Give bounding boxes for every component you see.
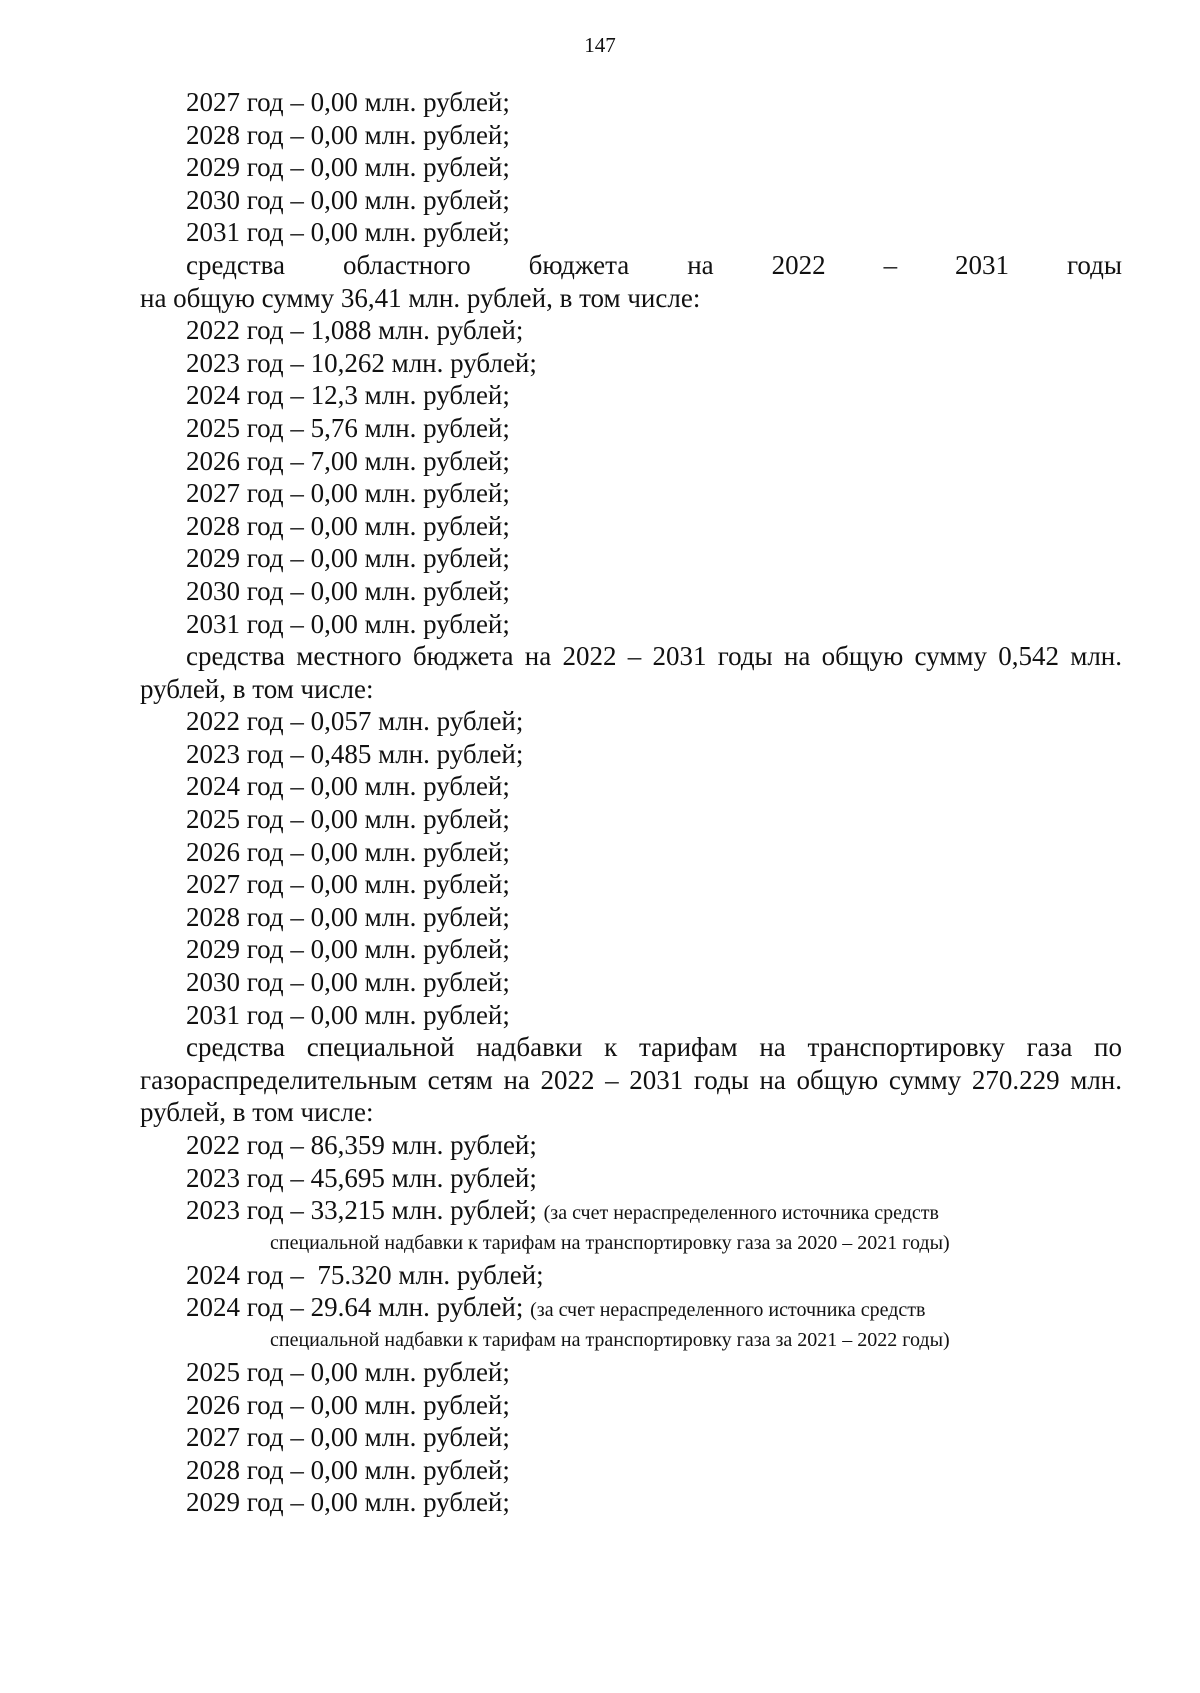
list-item: 2028 год – 0,00 млн. рублей;: [186, 901, 510, 932]
list-item: 2023 год – 10,262 млн. рублей;: [186, 347, 537, 378]
list-item: 2027 год – 0,00 млн. рублей;: [186, 478, 510, 509]
note-continuation: специальной надбавки к тарифам на транспортировку газа за 2021 – 2022 годы): [270, 1328, 950, 1351]
list-item: 2029 год – 0,00 млн. рублей;: [186, 1487, 510, 1518]
list-item: 2027 год – 0,00 млн. рублей;: [186, 1422, 510, 1453]
list-item: 2028 год – 0,00 млн. рублей;: [186, 510, 510, 541]
list-item: 2026 год – 0,00 млн. рублей;: [186, 1389, 510, 1420]
list-item: 2030 год – 0,00 млн. рублей;: [186, 967, 510, 998]
note-continuation: специальной надбавки к тарифам на транспортировку газа за 2020 – 2021 годы): [270, 1231, 950, 1254]
local-budget-section: [140, 640, 1122, 1031]
list-item: 2026 год – 0,00 млн. рублей;: [186, 836, 510, 867]
note-main: 2023 год – 33,215 млн. рублей;: [186, 1195, 537, 1226]
list-item: 2028 год – 0,00 млн. рублей;: [186, 1454, 510, 1485]
list-item: 2030 год – 0,00 млн. рублей;: [186, 575, 510, 606]
list-item: 2029 год – 0,00 млн. рублей;: [186, 934, 510, 965]
list-item: 2027 год – 0,00 млн. рублей;: [186, 87, 510, 117]
list-item: 2029 год – 0,00 млн. рублей;: [186, 152, 510, 183]
document-body: [140, 86, 1122, 1519]
list-item: 2031 год – 0,00 млн. рублей;: [186, 217, 510, 248]
regional-intro-line2: на общую сумму 36,41 млн. рублей, в том числе:: [140, 282, 701, 313]
special-intro: средства специальной надбавки к тарифам на транспортировку газа по газораспределительным сетям на 2022 – 2031 годы на общую сумму 270.229 млн. рублей, в том числе:: [140, 1032, 1122, 1128]
list-item: 2025 год – 0,00 млн. рублей;: [186, 804, 510, 835]
list-item-with-note: [140, 1194, 1122, 1230]
list-item: 2025 год – 5,76 млн. рублей;: [186, 412, 510, 443]
list-item: 2022 год – 0,057 млн. рублей;: [186, 706, 524, 737]
special-surcharge-section: [140, 1031, 1122, 1519]
list-item: 2025 год – 0,00 млн. рублей;: [186, 1356, 510, 1387]
list-item: 2029 год – 0,00 млн. рублей;: [186, 543, 510, 574]
regional-budget-section: [140, 249, 1122, 640]
list-item: 2024 год – 75.320 млн. рублей;: [186, 1259, 544, 1290]
list-item: 2027 год – 0,00 млн. рублей;: [186, 869, 510, 900]
local-intro: средства местного бюджета на 2022 – 2031 годы на общую сумму 0,542 млн. рублей, в том числе:: [140, 641, 1122, 704]
list-item: 2031 год – 0,00 млн. рублей;: [186, 999, 510, 1030]
list-item: 2023 год – 0,485 млн. рублей;: [186, 738, 524, 769]
list-item: 2030 год – 0,00 млн. рублей;: [186, 184, 510, 215]
list-item: 2022 год – 1,088 млн. рублей;: [186, 315, 524, 346]
list-item: 2024 год – 0,00 млн. рублей;: [186, 771, 510, 802]
list-item: 2023 год – 45,695 млн. рублей;: [186, 1162, 537, 1193]
list-item: 2022 год – 86,359 млн. рублей;: [186, 1130, 537, 1160]
list-item-with-note: [140, 1291, 1122, 1327]
regional-intro-line1: средства областного бюджета на 2022 – 2031 годы: [186, 249, 1122, 280]
list-item: 2031 год – 0,00 млн. рублей;: [186, 608, 510, 639]
list-item: 2028 год – 0,00 млн. рублей;: [186, 119, 510, 150]
list-item: 2024 год – 12,3 млн. рублей;: [186, 380, 510, 411]
block1-list: [140, 86, 1122, 249]
note-lead: (за счет нераспределенного источника средств: [543, 1202, 939, 1225]
note-lead: (за счет нераспределенного источника средств: [530, 1299, 926, 1322]
note-main: 2024 год – 29.64 млн. рублей;: [186, 1292, 524, 1323]
page-number: 147: [584, 33, 616, 57]
list-item: 2026 год – 7,00 млн. рублей;: [186, 445, 510, 476]
